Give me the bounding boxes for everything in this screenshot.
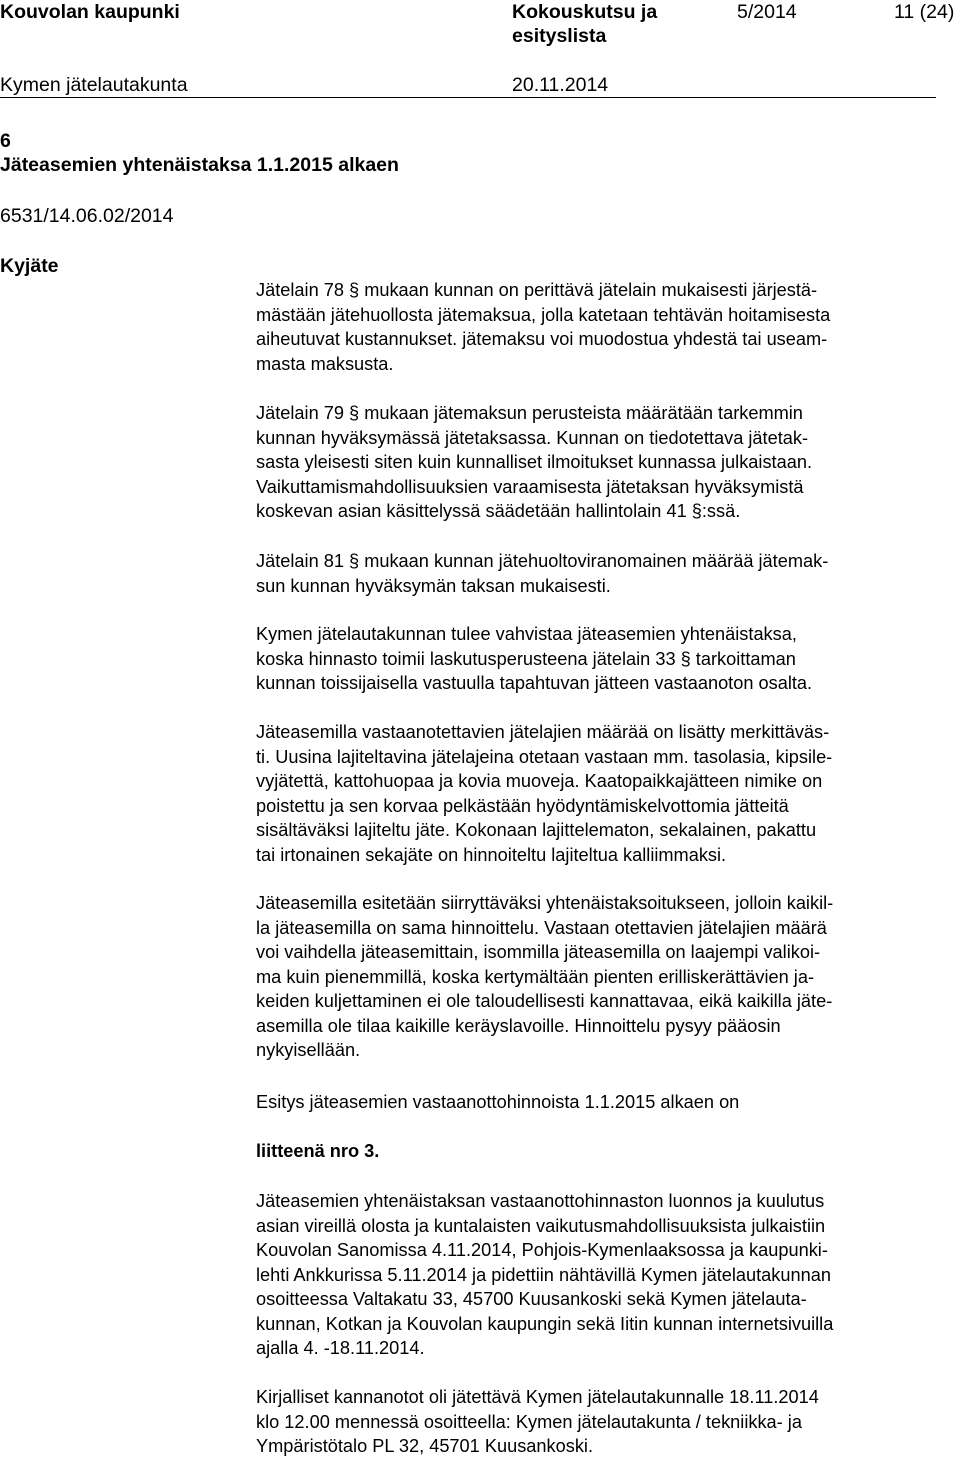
- text-line: Jätelain 79 § mukaan jätemaksun perusteista määrätään tarkemmin: [256, 403, 803, 423]
- paragraph-3: [256, 549, 946, 598]
- text-line: Esitys jäteasemien vastaanottohinnoista 1.1.2015 alkaen on: [256, 1092, 740, 1112]
- text-line: koskevan asian käsittelyssä säädetään hallintolain 41 §:ssä.: [256, 501, 741, 521]
- text-line: kunnan, Kotkan ja Kouvolan kaupungin sekä Iitin kunnan internetsivuilla: [256, 1313, 834, 1334]
- header-divider: [0, 97, 936, 98]
- text-line: Jätelain 81 § mukaan kunnan jätehuoltoviranomainen määrää jätemak-: [256, 551, 829, 571]
- text-line: liitteenä nro 3.: [256, 1141, 380, 1161]
- text-line: Kouvolan Sanomissa 4.11.2014, Pohjois-Kymenlaaksossa ja kaupunki-: [256, 1240, 828, 1260]
- organization-name: Kouvolan kaupunki: [0, 1, 180, 23]
- paragraph-4: [256, 622, 946, 696]
- text-line: asemilla ole tilaa kaikille keräyslavoille. Hinnoittelu pysyy pääosin: [256, 1015, 781, 1036]
- attachment-note: [256, 1139, 946, 1164]
- paragraph-9: [256, 1385, 946, 1459]
- text-line: Jäteasemien yhtenäistaksan vastaanottohinnaston luonnos ja kuulutus: [256, 1191, 825, 1211]
- item-title: Jäteasemien yhtenäistaksa 1.1.2015 alkaen: [0, 154, 399, 176]
- text-line: Kymen jätelautakunnan tulee vahvistaa jäteasemien yhtenäistaksa,: [256, 624, 797, 644]
- text-line: sisältäväksi lajiteltu jäte. Kokonaan lajittelematon, sekalainen, pakattu: [256, 820, 817, 840]
- text-line: Jäteasemilla vastaanotettavien jätelajien määrää on lisätty merkittäväs-: [256, 722, 830, 742]
- board-name: Kymen jätelautakunta: [0, 74, 188, 96]
- text-line: sasta yleisesti siten kuin kunnalliset ilmoitukset kunnassa julkaistaan.: [256, 452, 813, 472]
- text-line: Vaikuttamismahdollisuuksien varaamisesta jätetaksan hyväksymistä: [256, 476, 804, 497]
- document-type-line1: Kokouskutsu ja: [512, 1, 658, 23]
- text-line: vyjätettä, kattohuopaa ja kovia muoveja. Kaatopaikkajätteen nimike on: [256, 771, 823, 791]
- meeting-date: 20.11.2014: [512, 74, 609, 96]
- text-line: ti. Uusina lajiteltavina jätelajeina otetaan vastaan mm. tasolasia, kipsile-: [256, 746, 833, 767]
- text-line: asian vireillä olosta ja kuntalaisten vaikutusmahdollisuuksista julkaistiin: [256, 1215, 826, 1236]
- text-line: tai irtonainen sekajäte on hinnoiteltu lajiteltua kalliimmaksi.: [256, 844, 727, 865]
- text-line: mästään jätehuollosta jätemaksua, jolla katetaan tehtävän hoitamisesta: [256, 304, 831, 325]
- text-line: ajalla 4. -18.11.2014.: [256, 1338, 425, 1358]
- text-line: Ympäristötalo PL 32, 45701 Kuusankoski.: [256, 1436, 594, 1456]
- paragraph-6: [256, 891, 946, 1063]
- text-line: nykyisellään.: [256, 1040, 361, 1060]
- paragraph-1: [256, 278, 946, 376]
- document-type-line2: esityslista: [512, 25, 607, 47]
- text-line: Jätelain 78 § mukaan kunnan on perittävä jätelain mukaisesti järjestä-: [256, 280, 818, 300]
- paragraph-8: [256, 1189, 946, 1361]
- page-number: 11 (24): [894, 1, 955, 23]
- text-line: lehti Ankkurissa 5.11.2014 ja pidettiin nähtävillä Kymen jätelautakunnan: [256, 1264, 831, 1285]
- item-reference: 6531/14.06.02/2014: [0, 205, 174, 227]
- text-line: kunnan hyväksymässä jätetaksassa. Kunnan on tiedotettava jätetak-: [256, 427, 809, 448]
- paragraph-5: [256, 720, 946, 867]
- text-line: ma kuin pienemmillä, koska kertymältään pienten erilliskerättävien ja-: [256, 966, 814, 987]
- text-line: masta maksusta.: [256, 353, 394, 374]
- text-line: koska hinnasto toimii laskutusperusteena jätelain 33 § tarkoittaman: [256, 648, 796, 669]
- section-label: Kyjäte: [0, 255, 59, 277]
- text-line: la jäteasemilla on sama hinnoittelu. Vastaan otettavien jätelajien määrä: [256, 917, 827, 938]
- item-number: 6: [0, 130, 11, 152]
- paragraph-7: [256, 1090, 946, 1115]
- text-line: Kirjalliset kannanotot oli jätettävä Kymen jätelautakunnalle 18.11.2014: [256, 1387, 819, 1407]
- text-line: poistettu ja sen korvaa pelkästään hyödyntämiskelvottomia jätteitä: [256, 795, 789, 816]
- text-line: aiheutuvat kustannukset. jätemaksu voi muodostua yhdestä tai useam-: [256, 329, 828, 349]
- paragraph-2: [256, 401, 946, 524]
- text-line: sun kunnan hyväksymän taksan mukaisesti.: [256, 575, 611, 596]
- text-line: kunnan toissijaisella vastuulla tapahtuvan jätteen vastaanoton osalta.: [256, 673, 813, 693]
- text-line: voi vaihdella jäteasemittain, isommilla jäteasemilla on laajempi valikoi-: [256, 942, 821, 962]
- text-line: klo 12.00 mennessä osoitteella: Kymen jätelautakunta / tekniikka- ja: [256, 1411, 802, 1432]
- text-line: Jäteasemilla esitetään siirryttäväksi yhtenäistaksoitukseen, jolloin kaikil-: [256, 893, 834, 913]
- meeting-number: 5/2014: [737, 1, 797, 23]
- text-line: keiden kuljettaminen ei ole taloudellisesti kannattavaa, eikä kaikilla jäte-: [256, 991, 833, 1011]
- text-line: osoitteessa Valtakatu 33, 45700 Kuusankoski sekä Kymen jätelauta-: [256, 1289, 807, 1309]
